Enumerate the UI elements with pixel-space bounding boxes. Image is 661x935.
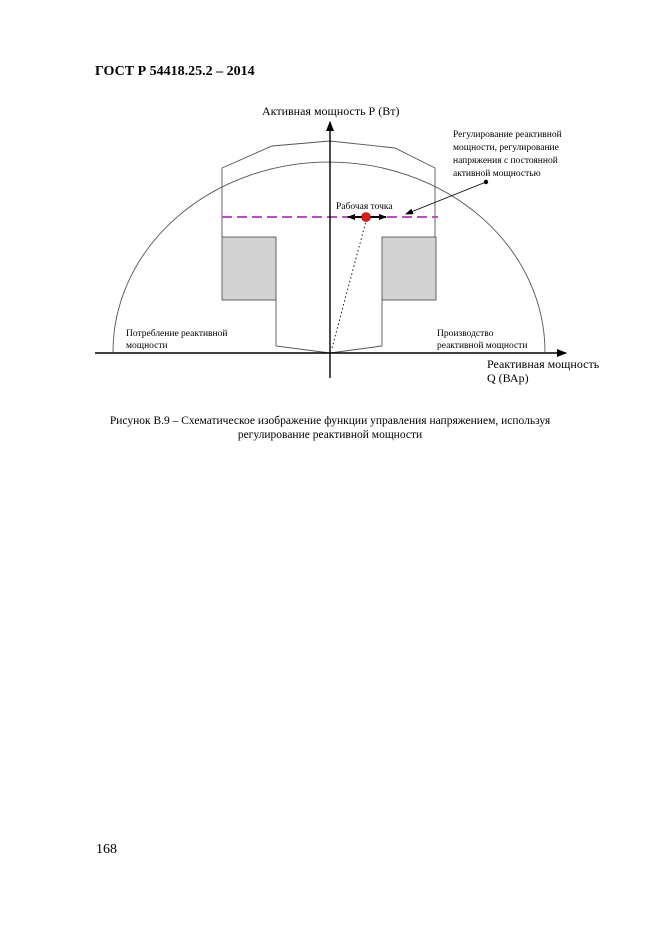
document-header: ГОСТ Р 54418.25.2 – 2014 [95, 64, 255, 79]
annotation-line-4: активной мощностью [453, 169, 541, 179]
annotation-line-2: мощности, регулирование [453, 143, 559, 153]
consumption-label-line-1: Потребление реактивной [126, 329, 228, 339]
annotation-pointer-arrow [406, 182, 486, 214]
y-axis-label: Активная мощность Р (Вт) [262, 104, 400, 118]
x-axis-label-line-2: Q (ВАр) [487, 371, 529, 385]
operating-envelope-outline [222, 141, 435, 237]
figure-caption-line-1: Рисунок В.9 – Схематическое изображение функции управления напряжением, используя [109, 415, 551, 427]
operating-envelope-left-leg [276, 300, 382, 353]
x-axis-label-line-1: Реактивная мощность [487, 357, 600, 371]
gray-region-right [382, 237, 436, 300]
annotation-line-3: напряжения с постоянной [453, 156, 558, 166]
figure-caption-line-2: регулирование реактивной мощности [237, 429, 423, 441]
production-label-line-1: Производство [437, 329, 494, 339]
operating-point [362, 213, 371, 222]
page-number: 168 [96, 842, 117, 857]
voltage-control-diagram [0, 0, 661, 410]
production-label-line-2: реактивной мощности [437, 341, 528, 351]
annotation-line-1: Регулирование реактивной [453, 130, 562, 140]
capability-boundary-arc [113, 162, 545, 352]
gray-region-left [222, 237, 276, 300]
consumption-label-line-2: мощности [126, 341, 168, 351]
operating-point-label: Рабочая точка [336, 202, 393, 212]
figure-caption [60, 414, 600, 442]
operating-point-dotted-line [332, 221, 366, 348]
